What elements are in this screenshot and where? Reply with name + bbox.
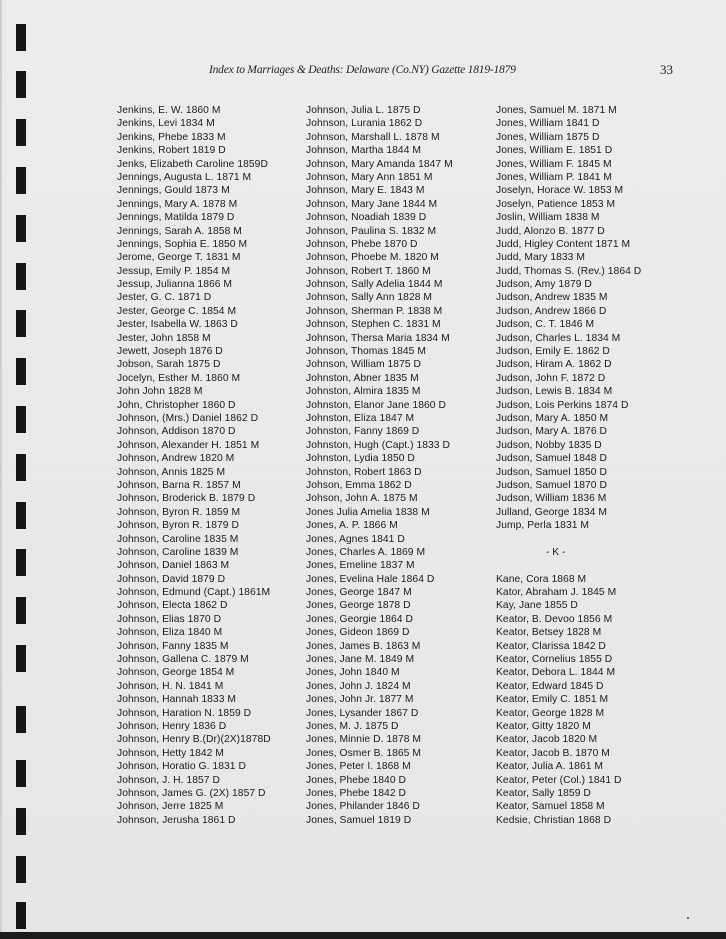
- index-entry: Johnson, Edmund (Capt.) 1861M: [117, 587, 271, 599]
- index-entry: Jones, William F. 1845 M: [496, 158, 612, 170]
- binding-hole: [16, 645, 26, 672]
- index-entry: Kay, Jane 1855 D: [496, 600, 578, 612]
- index-entry: Johnson, Caroline 1835 M: [117, 533, 239, 545]
- index-entry: Jennings, Sarah A. 1858 M: [117, 225, 242, 237]
- index-entry: Jones, Emeline 1837 M: [306, 560, 415, 572]
- index-entry: Johnston, Robert 1863 D: [306, 466, 422, 478]
- binding-hole: [16, 760, 26, 787]
- index-entry: Johnson, Byron R. 1879 D: [117, 520, 239, 532]
- index-entry: Keator, Betsey 1828 M: [496, 627, 602, 639]
- index-entry: Johnson, Jerre 1825 M: [117, 801, 224, 813]
- section-spacer: [496, 533, 641, 546]
- index-entry: Johnson, Haration N. 1859 D: [117, 707, 252, 719]
- index-entry: Jones, William 1875 D: [496, 131, 600, 143]
- binding-hole: [16, 406, 26, 433]
- index-entry: Jewett, Joseph 1876 D: [117, 346, 223, 358]
- index-entry: Jones, Lysander 1867 D: [306, 707, 419, 719]
- index-entry: Jump, Perla 1831 M: [496, 520, 590, 532]
- index-entry: Jerome, George T. 1831 M: [117, 252, 241, 264]
- binding-hole: [16, 856, 26, 883]
- index-entry: Jones, John Jr. 1877 M: [306, 694, 414, 706]
- index-entry: Judd, Alonzo B. 1877 D: [496, 225, 605, 237]
- index-entry: Jenks, Elizabeth Caroline 1859D: [117, 158, 268, 170]
- index-entry: Keator, Jacob B. 1870 M: [496, 747, 610, 759]
- index-entry: Johnson, H. N. 1841 M: [117, 680, 224, 692]
- index-entry: Keator, Sally 1859 D: [496, 787, 591, 799]
- index-entry: Johnson, Mary Amanda 1847 M: [306, 158, 453, 170]
- index-entry: Johnson, Gallena C. 1879 M: [117, 654, 249, 666]
- index-entry: Keator, Clarissa 1842 D: [496, 640, 606, 652]
- index-entry: Johnson, Mary E. 1843 M: [306, 185, 425, 197]
- index-entry: Johnson, Broderick B. 1879 D: [117, 493, 256, 505]
- binding-hole: [16, 358, 26, 385]
- index-entry: Johnston, Elanor Jane 1860 D: [306, 399, 446, 411]
- binding-hole: [16, 263, 26, 290]
- index-entry: Jones, John J. 1824 M: [306, 680, 411, 692]
- index-entry: Jones, Charles A. 1869 M: [306, 546, 426, 558]
- index-entry: Jones, Osmer B. 1865 M: [306, 747, 421, 759]
- section-letter-heading: - K -: [546, 546, 566, 558]
- index-entry: Judson, William 1836 M: [496, 493, 607, 505]
- binding-hole: [16, 502, 26, 529]
- index-entry: Keator, Debora L. 1844 M: [496, 667, 616, 679]
- index-entry: Joslin, William 1838 M: [496, 212, 600, 224]
- index-entry: Jones, Philander 1846 D: [306, 801, 420, 813]
- index-entry: Judson, John F. 1872 D: [496, 372, 606, 384]
- index-entry: Jones, Evelina Hale 1864 D: [306, 573, 435, 585]
- index-entry: Johnson, Thomas 1845 M: [306, 346, 426, 358]
- binding-hole: [16, 549, 26, 576]
- index-entry: Jessup, Julianna 1866 M: [117, 279, 233, 291]
- index-entry: Keator, Julia A. 1861 M: [496, 761, 604, 773]
- index-entry: Johnson, Annis 1825 M: [117, 466, 226, 478]
- index-entry: Johnson, Phebe 1870 D: [306, 238, 418, 250]
- page-number: 33: [660, 62, 673, 77]
- index-entry: Johnson, Andrew 1820 M: [117, 453, 235, 465]
- index-entry: Johnson, (Mrs.) Daniel 1862 D: [117, 412, 259, 424]
- binding-hole: [16, 215, 26, 242]
- index-entry: Jones, William P. 1841 M: [496, 171, 613, 183]
- index-entry: Judson, Emily E. 1862 D: [496, 346, 610, 358]
- index-entry: Jones, Gideon 1869 D: [306, 627, 410, 639]
- index-entry: Johnson, Henry 1836 D: [117, 720, 227, 732]
- index-entry: Jones, M. J. 1875 D: [306, 720, 399, 732]
- index-entry: Jocelyn, Esther M. 1860 M: [117, 372, 241, 384]
- index-entry: Johnson, Stephen C. 1831 M: [306, 319, 441, 331]
- index-entry: Judson, Samuel 1870 D: [496, 479, 607, 491]
- index-entry: Jennings, Gould 1873 M: [117, 185, 230, 197]
- index-entry: Johnson, Sally Ann 1828 M: [306, 292, 433, 304]
- index-entry: Jones, George 1847 M: [306, 587, 412, 599]
- index-column-3: [496, 104, 641, 827]
- index-entry: Jones, A. P. 1866 M: [306, 520, 398, 532]
- index-entry: Judson, Samuel 1850 D: [496, 466, 607, 478]
- index-entry: Jones, Peter I. 1868 M: [306, 761, 411, 773]
- index-entry: Kedsie, Christian 1868 D: [496, 814, 612, 826]
- index-entry: Judd, Mary 1833 M: [496, 252, 585, 264]
- index-entry: Jester, G. C. 1871 D: [117, 292, 212, 304]
- index-entry: Johnson, Lurania 1862 D: [306, 118, 423, 130]
- binding-hole: [16, 597, 26, 624]
- index-entry: Johnson, Fanny 1835 M: [117, 640, 229, 652]
- index-entry: Jennings, Matilda 1879 D: [117, 212, 235, 224]
- index-entry: Judson, Andrew 1866 D: [496, 305, 607, 317]
- index-entry: Johnson, Henry B.(Dr)(2X)1878D: [117, 734, 271, 746]
- index-entry: Jones, James B. 1863 M: [306, 640, 421, 652]
- index-entry: Keator, B. Devoo 1856 M: [496, 613, 613, 625]
- index-entry: Jones Julia Amelia 1838 M: [306, 506, 430, 518]
- index-entry: Jones, Minnie D. 1878 M: [306, 734, 422, 746]
- index-entry: Keator, Jacob 1820 M: [496, 734, 598, 746]
- index-entry: Johnson, Horatio G. 1831 D: [117, 761, 246, 773]
- binding-hole: [16, 119, 26, 146]
- index-entry: Judson, Nobby 1835 D: [496, 439, 602, 451]
- index-entry: Jones, Samuel 1819 D: [306, 814, 412, 826]
- page-edge: [0, 0, 2, 932]
- index-entry: Jones, Agnes 1841 D: [306, 533, 405, 545]
- index-entry: Johnson, Daniel 1863 M: [117, 560, 230, 572]
- index-entry: Jenkins, Phebe 1833 M: [117, 131, 226, 143]
- index-entry: Keator, Cornelius 1855 D: [496, 654, 613, 666]
- index-entry: Johnson, Thersa Maria 1834 M: [306, 332, 450, 344]
- index-entry: Johnston, Hugh (Capt.) 1833 D: [306, 439, 450, 451]
- index-entry: Johnson, Phoebe M. 1820 M: [306, 252, 439, 264]
- index-entry: Kator, Abraham J. 1845 M: [496, 587, 617, 599]
- index-entry: Jones, Phebe 1840 D: [306, 774, 406, 786]
- binding-hole: [16, 902, 26, 929]
- index-entry: Johnson, Marshall L. 1878 M: [306, 131, 440, 143]
- index-entry: Judson, Samuel 1848 D: [496, 453, 607, 465]
- index-entry: Jester, George C. 1854 M: [117, 305, 237, 317]
- index-entry: Judson, Charles L. 1834 M: [496, 332, 621, 344]
- scan-bottom-edge: [0, 932, 726, 939]
- index-entry: Keator, Peter (Col.) 1841 D: [496, 774, 622, 786]
- index-entry: Johnson, James G. (2X) 1857 D: [117, 787, 266, 799]
- index-entry: Johnson, Elias 1870 D: [117, 613, 222, 625]
- index-entry: Johnson, Alexander H. 1851 M: [117, 439, 260, 451]
- index-entry: Jones, William E. 1851 D: [496, 145, 613, 157]
- index-entry: Johnson, Mary Ann 1851 M: [306, 171, 433, 183]
- index-entry: Johnson, Jerusha 1861 D: [117, 814, 236, 826]
- index-entry: Johnson, Paulina S. 1832 M: [306, 225, 437, 237]
- index-entry: Johson, Emma 1862 D: [306, 479, 412, 491]
- index-entry: Judd, Thomas S. (Rev.) 1864 D: [496, 265, 642, 277]
- index-entry: Johnson, Robert T. 1860 M: [306, 265, 431, 277]
- index-entry: Johnson, William 1875 D: [306, 359, 422, 371]
- index-entry: Jenkins, Robert 1819 D: [117, 145, 226, 157]
- index-entry: Keator, George 1828 M: [496, 707, 605, 719]
- index-entry: Jester, John 1858 M: [117, 332, 211, 344]
- index-entry: Judson, Hiram A. 1862 D: [496, 359, 612, 371]
- index-entry: Judson, Amy 1879 D: [496, 279, 592, 291]
- index-entry: Jones, William 1841 D: [496, 118, 600, 130]
- index-entry: Johnson, Sally Adelia 1844 M: [306, 279, 443, 291]
- index-entry: Jenkins, E. W. 1860 M: [117, 105, 221, 116]
- binding-hole: [16, 454, 26, 481]
- index-entry: Johnson, Hetty 1842 M: [117, 747, 224, 759]
- scan-speck: [687, 917, 689, 919]
- index-entry: Johnson, Sherman P. 1838 M: [306, 305, 443, 317]
- index-entry: Johnston, Almira 1835 M: [306, 386, 421, 398]
- index-entry: Johnson, Noadiah 1839 D: [306, 212, 427, 224]
- index-entry: Johnson, Byron R. 1859 M: [117, 506, 241, 518]
- index-entry: Jobson, Sarah 1875 D: [117, 359, 221, 371]
- index-entry: Keator, Gitty 1820 M: [496, 720, 591, 732]
- index-column-2: [306, 104, 453, 827]
- index-entry: Judson, C. T. 1846 M: [496, 319, 595, 331]
- index-entry: Johnson, David 1879 D: [117, 573, 226, 585]
- binding-hole: [16, 706, 26, 733]
- index-entry: Jenkins, Levi 1834 M: [117, 118, 215, 130]
- index-entry: Joselyn, Horace W. 1853 M: [496, 185, 624, 197]
- index-entry: Johnson, Mary Jane 1844 M: [306, 198, 438, 210]
- index-entry: Johnston, Fanny 1869 D: [306, 426, 420, 438]
- index-entry: Joselyn, Patience 1853 M: [496, 198, 616, 210]
- index-entry: John, Christopher 1860 D: [117, 399, 236, 411]
- index-entry: Judson, Lewis B. 1834 M: [496, 386, 613, 398]
- index-entry: John John 1828 M: [117, 386, 203, 398]
- index-entry: Judson, Mary A. 1850 M: [496, 412, 609, 424]
- index-entry: Johnson, Barna R. 1857 M: [117, 479, 241, 491]
- binding-hole: [16, 310, 26, 337]
- section-spacer: [496, 559, 641, 572]
- index-entry: Johnson, George 1854 M: [117, 667, 235, 679]
- index-entry: Jessup, Emily P. 1854 M: [117, 265, 231, 277]
- index-entry: Johnson, Eliza 1840 M: [117, 627, 223, 639]
- index-entry: Jennings, Mary A. 1878 M: [117, 198, 238, 210]
- index-entry: Jones, Georgie 1864 D: [306, 613, 413, 625]
- index-entry: Johson, John A. 1875 M: [306, 493, 418, 505]
- index-column-1: [117, 104, 271, 827]
- index-entry: Johnston, Eliza 1847 M: [306, 412, 415, 424]
- binding-hole: [16, 24, 26, 51]
- index-entry: Julland, George 1834 M: [496, 506, 608, 518]
- page-header-title: Index to Marriages & Deaths: Delaware (Co.NY) Gazette 1819-1879: [209, 64, 516, 76]
- index-entry: Judson, Andrew 1835 M: [496, 292, 608, 304]
- index-entry: Johnson, Electa 1862 D: [117, 600, 228, 612]
- index-entry: Johnson, Julia L. 1875 D: [306, 105, 421, 116]
- index-entry: Keator, Emily C. 1851 M: [496, 694, 609, 706]
- binding-hole: [16, 808, 26, 835]
- binding-hole: [16, 71, 26, 98]
- index-entry: Judson, Lois Perkins 1874 D: [496, 399, 629, 411]
- index-entry: Keator, Samuel 1858 M: [496, 801, 605, 813]
- index-entry: Jones, Phebe 1842 D: [306, 787, 406, 799]
- index-entry: Johnson, Martha 1844 M: [306, 145, 422, 157]
- index-entry: Johnson, J. H. 1857 D: [117, 774, 220, 786]
- index-entry: Jones, Jane M. 1849 M: [306, 654, 415, 666]
- index-entry: Keator, Edward 1845 D: [496, 680, 604, 692]
- binding-hole: [16, 167, 26, 194]
- index-entry: Jones, Samuel M. 1871 M: [496, 105, 617, 116]
- index-entry: Jennings, Augusta L. 1871 M: [117, 171, 252, 183]
- index-entry: Judd, Higley Content 1871 M: [496, 238, 631, 250]
- index-entry: Judson, Mary A. 1876 D: [496, 426, 607, 438]
- index-entry: Jones, George 1878 D: [306, 600, 411, 612]
- index-entry: Johnson, Addison 1870 D: [117, 426, 236, 438]
- index-entry: Johnston, Abner 1835 M: [306, 372, 419, 384]
- index-entry: Johnson, Caroline 1839 M: [117, 546, 239, 558]
- index-entry: Jester, Isabella W. 1863 D: [117, 319, 238, 331]
- index-entry: Jones, John 1840 M: [306, 667, 400, 679]
- index-entry: Johnston, Lydia 1850 D: [306, 453, 415, 465]
- index-entry: Kane, Cora 1868 M: [496, 573, 587, 585]
- index-entry: Johnson, Hannah 1833 M: [117, 694, 237, 706]
- index-entry: Jennings, Sophia E. 1850 M: [117, 238, 248, 250]
